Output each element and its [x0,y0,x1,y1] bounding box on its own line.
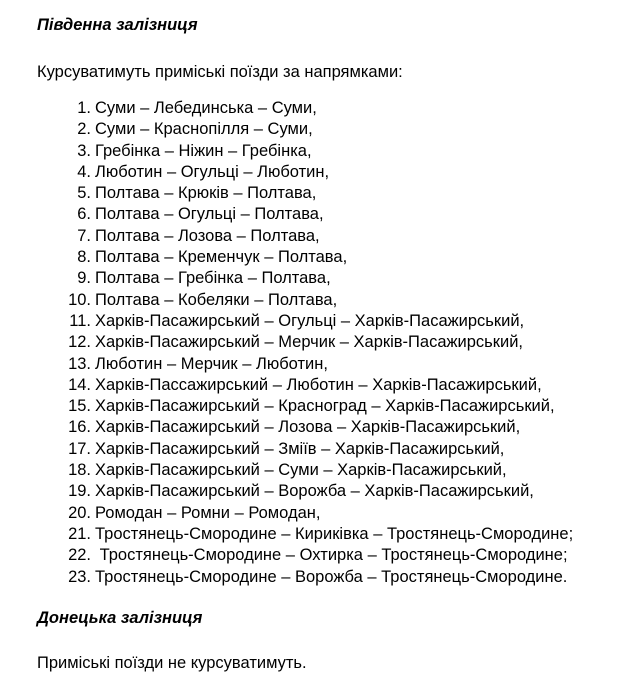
route-text: Суми – Краснопілля – Суми, [95,120,313,139]
list-item [37,460,573,481]
route-number: 19. [68,482,91,501]
section-intro-donetsk-railway: Приміські поїзди не курсуватимуть. [37,654,307,672]
route-number: 4. [77,162,91,181]
route-number: 12. [68,333,91,352]
route-text: Тростянець-Смородине – Ворожба – Тростянець-Смородине. [95,567,568,586]
list-item [37,545,573,566]
route-number: 22. [68,546,91,565]
section-intro-southern-railway: Курсуватимуть приміські поїзди за напрямками: [37,63,403,81]
list-item [37,332,573,353]
route-number: 17. [68,439,91,458]
route-number: 18. [68,461,91,480]
route-text: Харків-Пасажирський – Ворожба – Харків-Пасажирський, [95,482,534,501]
route-text: Харків-Пасажирський – Лозова – Харків-Пасажирський, [95,418,521,437]
route-number: 5. [77,184,91,203]
list-item [37,354,573,375]
route-number: 1. [77,99,91,117]
route-text: Люботин – Огульці – Люботин, [95,162,330,181]
route-number: 9. [77,269,91,288]
list-item [37,162,573,183]
list-item [37,204,573,225]
list-item [37,290,573,311]
route-text: Полтава – Лозова – Полтава, [95,226,320,245]
list-item [37,481,573,502]
list-item [37,396,573,417]
list-item [37,311,573,332]
route-number: 8. [77,248,91,267]
route-number: 6. [77,205,91,224]
route-text: Полтава – Крюків – Полтава, [95,184,317,203]
list-item [37,417,573,438]
list-item [37,268,573,289]
list-item [37,375,573,396]
section-title-southern-railway: Південна залізниця [37,16,198,34]
route-text: Тростянець-Смородине – Кириківка – Тростянець-Смородине; [95,524,574,543]
list-item [37,141,573,162]
route-text: Харків-Пассажирський – Люботин – Харків-Пасажирський, [95,375,542,394]
route-number: 23. [68,567,91,586]
list-item [37,439,573,460]
route-text: Гребінка – Ніжин – Гребінка, [95,141,312,160]
list-item [37,119,573,140]
list-item [37,183,573,204]
list-item [37,226,573,247]
route-number: 20. [68,503,91,522]
route-text: Полтава – Кобеляки – Полтава, [95,290,338,309]
list-item [37,524,573,545]
route-list [37,98,573,588]
route-text: Харків-Пасажирський – Зміїв – Харків-Пасажирський, [95,439,505,458]
route-text: Тростянець-Смородине – Охтирка – Тростянець-Смородине; [95,546,568,565]
route-number: 2. [77,120,91,139]
route-number: 10. [68,290,91,309]
list-item [37,247,573,268]
section-title-donetsk-railway: Донецька залізниця [37,609,203,627]
route-number: 13. [68,354,91,373]
route-text: Харків-Пасажирський – Мерчик – Харків-Пасажирський, [95,333,524,352]
route-text: Ромодан – Ромни – Ромодан, [95,503,321,522]
list-item [37,98,573,119]
route-text: Полтава – Гребінка – Полтава, [95,269,331,288]
route-text: Суми – Лебединська – Суми, [95,99,317,117]
list-item [37,503,573,524]
route-number: 7. [77,226,91,245]
route-number: 3. [77,141,91,160]
route-text: Полтава – Огульці – Полтава, [95,205,324,224]
route-text: Харків-Пасажирський – Красноград – Харків-Пасажирський, [95,397,555,416]
route-number: 15. [68,397,91,416]
route-text: Полтава – Кременчук – Полтава, [95,248,348,267]
route-text: Харків-Пасажирський – Огульці – Харків-Пасажирський, [95,311,525,330]
route-number: 16. [68,418,91,437]
route-number: 11. [69,311,91,330]
route-number: 21. [68,524,91,543]
route-text: Люботин – Мерчик – Люботин, [95,354,328,373]
list-item [37,567,573,588]
route-number: 14. [68,375,91,394]
route-text: Харків-Пасажирський – Суми – Харків-Пасажирський, [95,461,507,480]
